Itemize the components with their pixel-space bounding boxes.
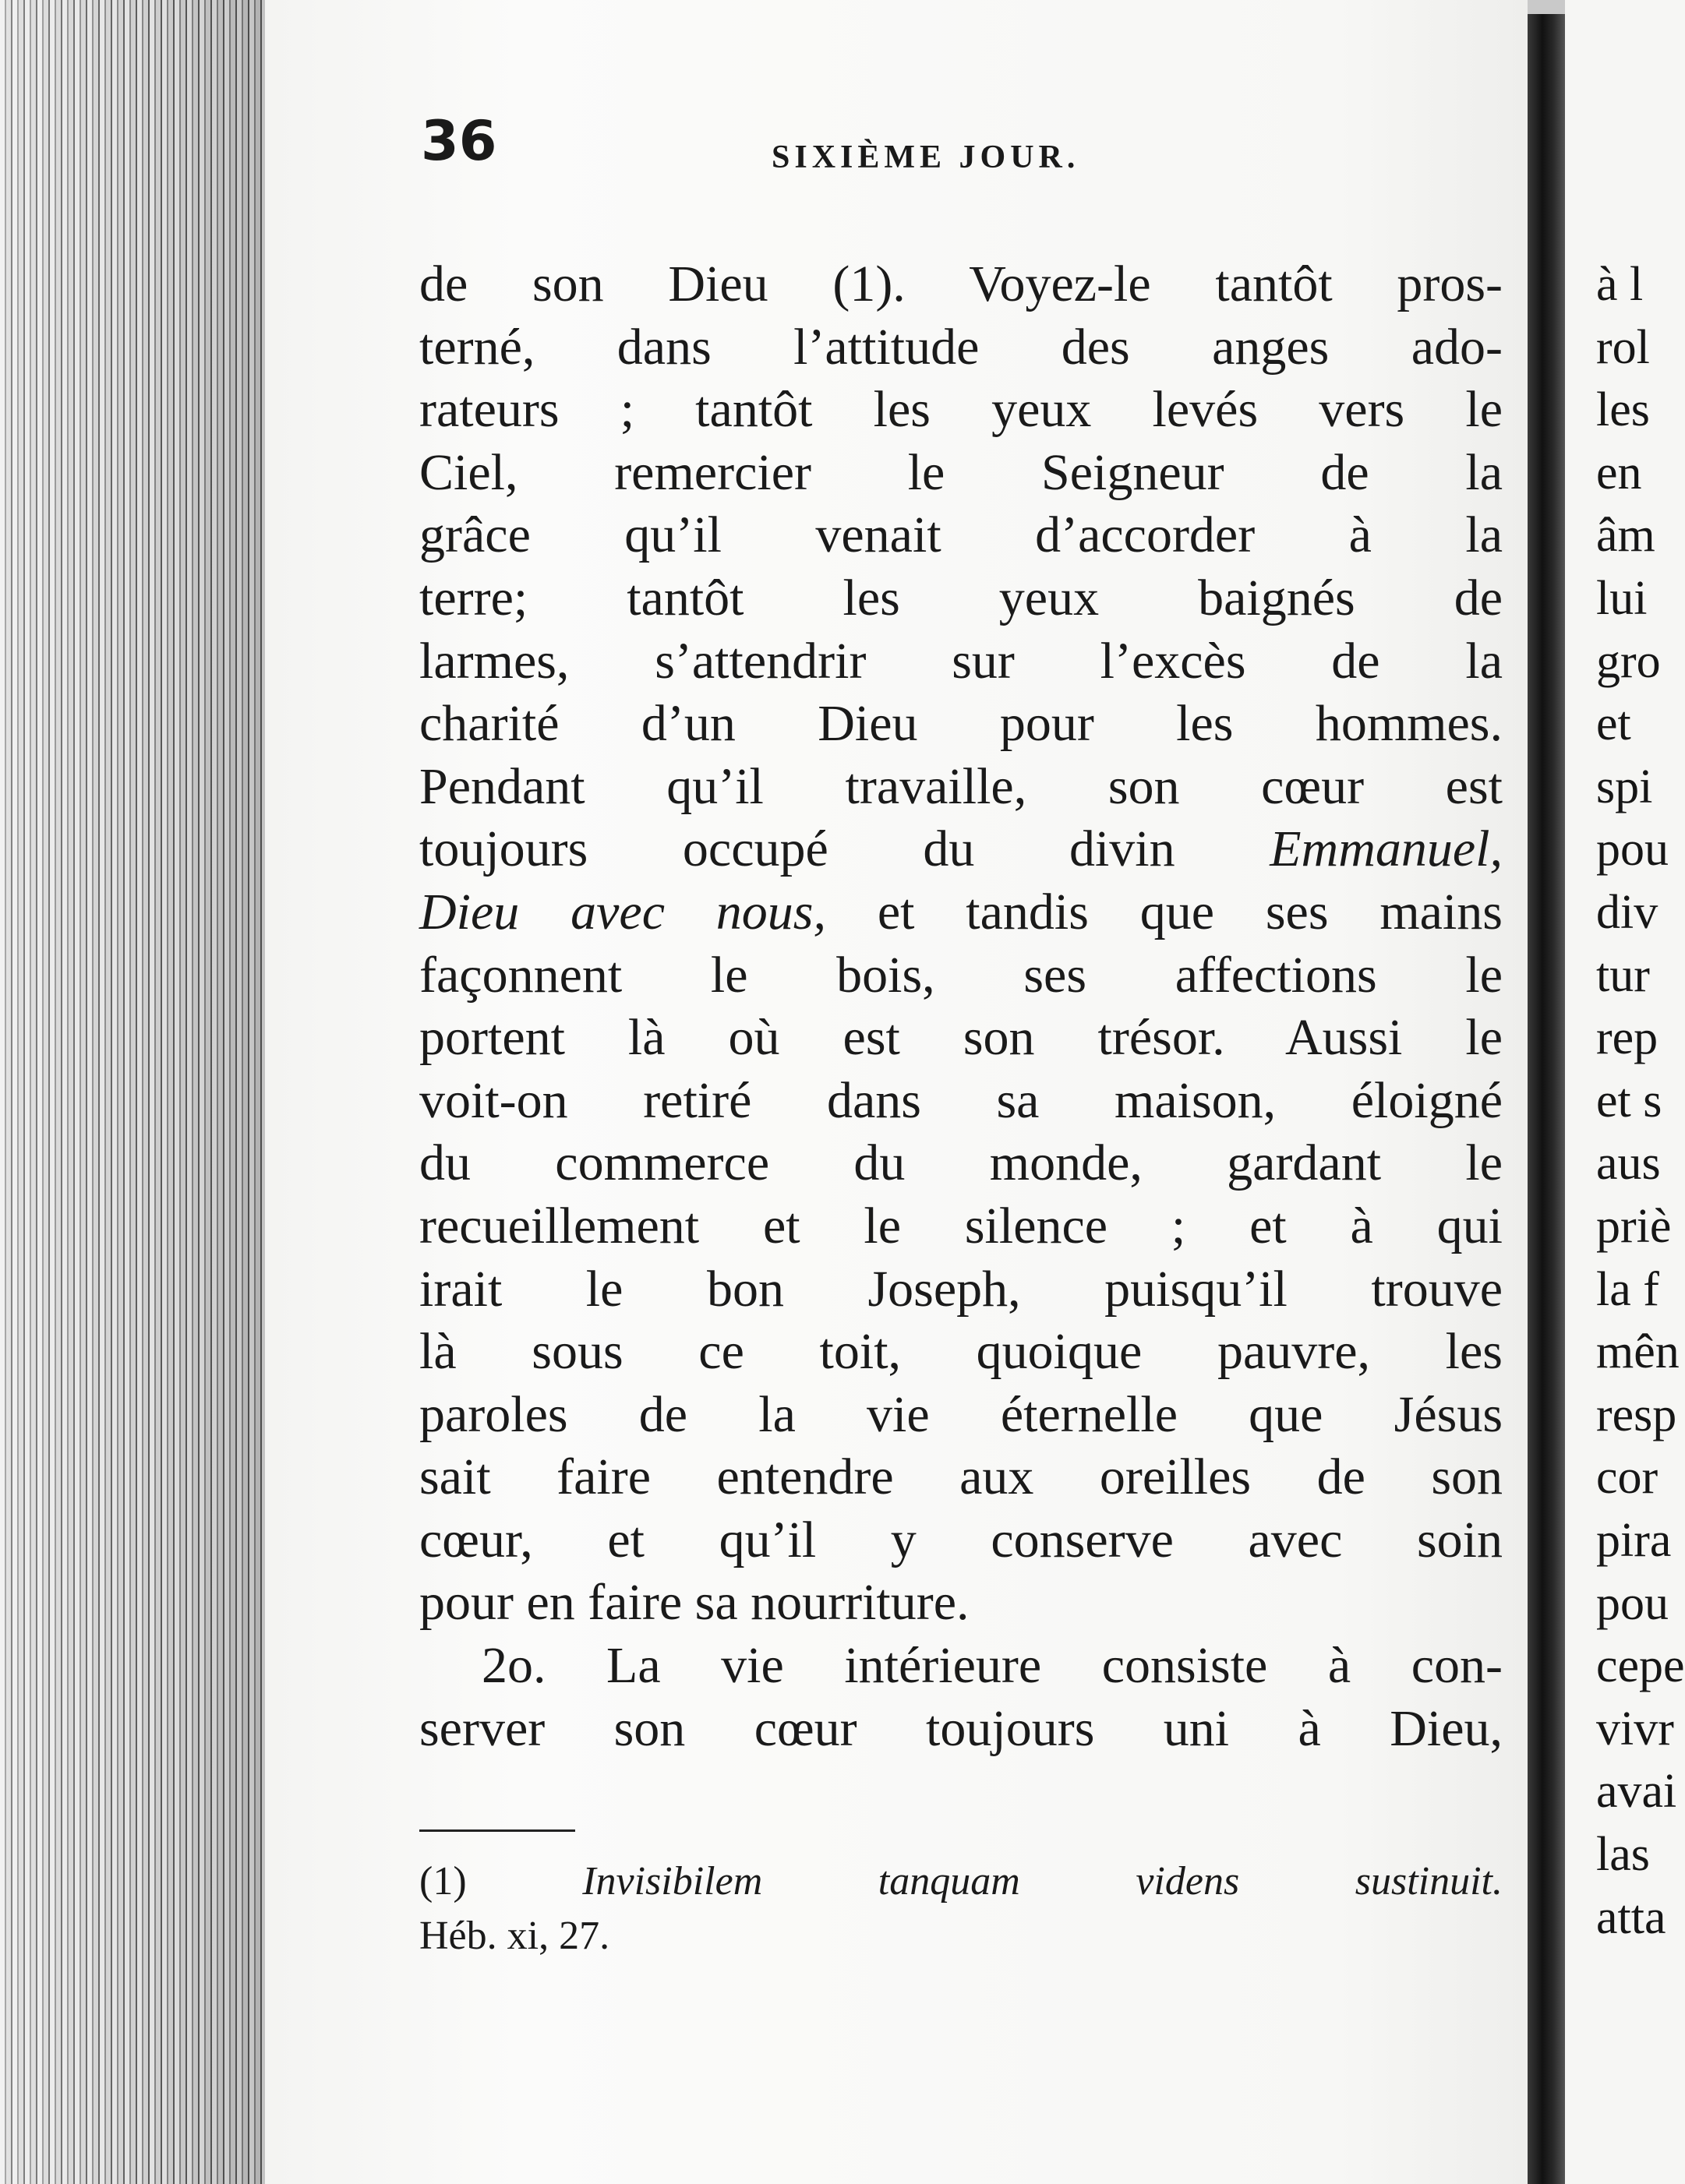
facing-page-fragment: mên <box>1596 1325 1680 1379</box>
text-line: terné, dans l’attitude des anges ado- <box>419 318 1503 376</box>
body-text <box>419 253 1503 1760</box>
text-line: grâce qu’il venait d’accorder à la <box>419 506 1503 564</box>
facing-page-fragment: priè <box>1596 1200 1672 1253</box>
text-line: Pendant qu’il travaille, son cœur est <box>419 757 1503 815</box>
facing-page-fragment: et <box>1596 697 1631 751</box>
italic-phrase-dieu-avec-nous: Dieu avec nous, <box>419 883 826 940</box>
running-head <box>421 109 1496 179</box>
facing-page-fragment: vivr <box>1596 1702 1674 1755</box>
text-line: Ciel, remercier le Seigneur de la <box>419 443 1503 501</box>
facing-page-fragment: aus <box>1596 1137 1661 1191</box>
facing-page-fragment: âm <box>1596 509 1655 563</box>
footnote-rule <box>419 1829 575 1832</box>
text-line: façonnent le bois, ses affections le <box>419 946 1503 1004</box>
facing-page <box>1565 0 1685 2184</box>
book-gutter <box>1528 14 1565 2184</box>
facing-page-fragment: la f <box>1596 1262 1659 1316</box>
text-line: cœur, et qu’il y conserve avec soin <box>419 1511 1503 1568</box>
facing-page-fragment: en <box>1596 446 1642 499</box>
text-line: recueillement et le silence ; et à qui <box>419 1197 1503 1254</box>
facing-page-fragment: et s <box>1596 1074 1662 1127</box>
facing-page-fragment: tur <box>1596 948 1650 1002</box>
text-line: paroles de la vie éternelle que Jésus <box>419 1385 1503 1443</box>
facing-page-fragment: rep <box>1596 1011 1659 1065</box>
text-line-paragraph-end: pour en faire sa nourriture. <box>419 1574 970 1632</box>
facing-page-fragment: div <box>1596 886 1659 939</box>
footnote-line <box>419 1854 1503 1909</box>
italic-word-emmanuel: Emmanuel, <box>1270 820 1503 878</box>
facing-page-fragment: resp <box>1596 1388 1677 1441</box>
facing-page-fragment: rol <box>1596 320 1650 374</box>
facing-page-fragment: pira <box>1596 1514 1672 1567</box>
facing-page-fragment: las <box>1596 1828 1650 1881</box>
text-line: rateurs ; tantôt les yeux levés vers le <box>419 381 1503 439</box>
running-title: SIXIÈME JOUR. <box>772 139 1080 175</box>
text-segment: toujours occupé du divin <box>419 820 1270 878</box>
page-number: 36 <box>421 109 497 173</box>
facing-page-fragment: avai <box>1596 1765 1677 1819</box>
facing-page-fragment: lui <box>1596 572 1648 625</box>
text-line: server son cœur toujours uni à Dieu, <box>419 1699 1503 1757</box>
footnote <box>419 1854 1503 1963</box>
text-line: charité d’un Dieu pour les hommes. <box>419 695 1503 753</box>
facing-page-fragment: pou <box>1596 823 1669 877</box>
facing-page-fragment: spi <box>1596 760 1653 813</box>
text-line: sait faire entendre aux oreilles de son <box>419 1448 1503 1506</box>
text-line-with-italic <box>419 818 1503 881</box>
facing-page-fragment: atta <box>1596 1890 1666 1944</box>
footnote-marker: (1) <box>419 1859 467 1904</box>
facing-page-fragment: cor <box>1596 1451 1659 1505</box>
text-line: là sous ce toit, quoique pauvre, les <box>419 1323 1503 1381</box>
text-line: du commerce du monde, gardant le <box>419 1134 1503 1192</box>
text-line: de son Dieu (1). Voyez-le tantôt pros- <box>419 256 1503 312</box>
facing-page-fragment: les <box>1596 383 1650 437</box>
text-line-paragraph-start: 2o. La vie intérieure consiste à con- <box>482 1637 1503 1695</box>
page-edges-shade <box>0 0 265 2184</box>
facing-page-fragment: à l <box>1596 258 1644 311</box>
footnote-reference: Héb. xi, 27. <box>419 1914 610 1958</box>
text-line: terre; tantôt les yeux baignés de <box>419 569 1503 626</box>
text-line: portent là où est son trésor. Aussi le <box>419 1009 1503 1067</box>
facing-page-fragment: gro <box>1596 634 1661 688</box>
text-segment: et tandis que ses mains <box>826 883 1503 940</box>
footnote-latin-quote: Invisibilem tanquam videns sustinuit. <box>582 1859 1503 1904</box>
facing-page-fragment: cepe <box>1596 1639 1685 1693</box>
text-line: larmes, s’attendrir sur l’excès de la <box>419 632 1503 690</box>
text-line: voit-on retiré dans sa maison, éloigné <box>419 1071 1503 1129</box>
text-line-with-italic <box>419 881 1503 944</box>
facing-page-fragment: pou <box>1596 1576 1669 1630</box>
text-line: irait le bon Joseph, puisqu’il trouve <box>419 1260 1503 1318</box>
